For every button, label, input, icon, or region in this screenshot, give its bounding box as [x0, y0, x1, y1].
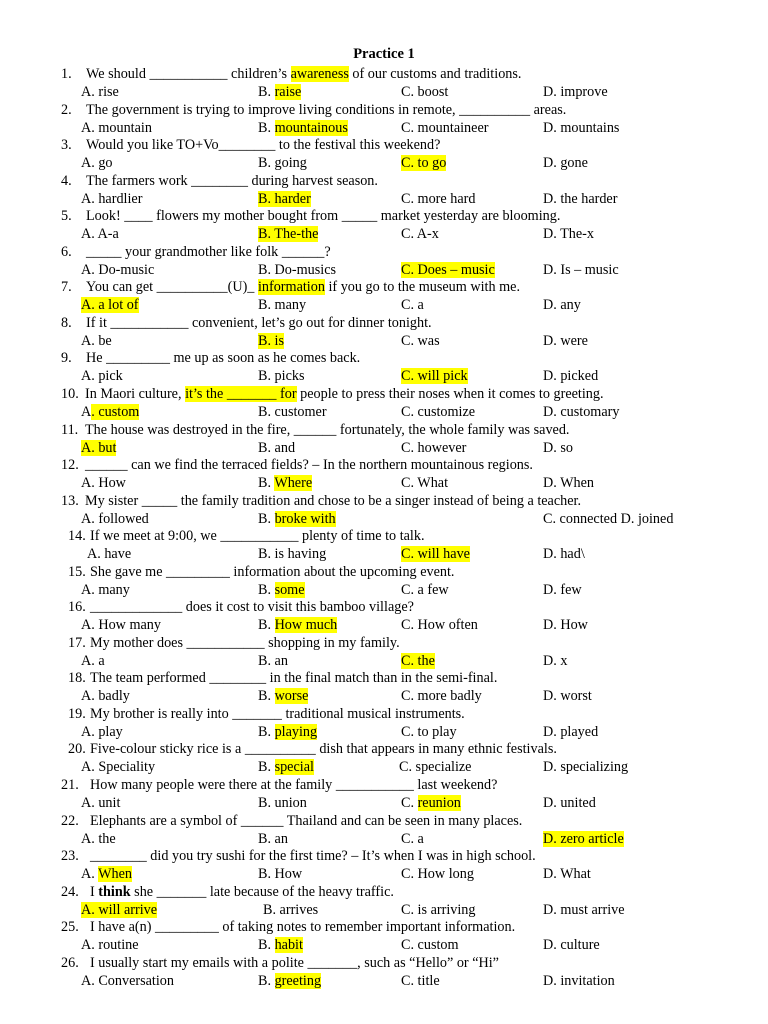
highlighted-answer: some [274, 581, 305, 598]
answer-option-d[interactable]: D. Is – music [543, 261, 619, 278]
question-text: The farmers work ________ during harvest season. [86, 172, 378, 189]
highlighted-answer: A. a lot of [81, 297, 139, 314]
highlighted-answer: When [98, 866, 132, 883]
answer-option-b[interactable]: B. picks [258, 368, 305, 385]
answer-option-d[interactable]: D. any [543, 297, 581, 314]
question-number: 8. [61, 314, 72, 331]
highlighted-answer: C. to go [401, 155, 447, 172]
question-text: _____________ does it cost to visit this bamboo village? [90, 599, 414, 616]
answer-option-a[interactable] [81, 297, 139, 314]
answer-option-d[interactable]: D. must arrive [543, 901, 625, 918]
answer-option-d[interactable]: D. few [543, 581, 582, 598]
highlighted-answer: C. Does – music [401, 261, 495, 278]
question-number: 16. [68, 599, 86, 616]
question-text: If it ___________ convenient, let’s go out for dinner tonight. [86, 314, 432, 331]
answer-option-c[interactable] [401, 653, 435, 670]
answer-option-b[interactable]: B. many [258, 297, 307, 314]
answer-option-b[interactable]: B. customer [258, 403, 327, 420]
question-number: 5. [61, 208, 72, 225]
answer-option-d[interactable] [543, 831, 624, 848]
answer-option-d[interactable]: D. united [543, 795, 596, 811]
answer-option-d[interactable]: D. customary [543, 403, 620, 420]
answer-option-b[interactable]: B. Do-musics [258, 261, 337, 278]
question-text: ______ can we find the terraced fields? – In the northern mountainous regions. [85, 457, 533, 474]
answer-option-c[interactable]: C. mountaineer [401, 119, 489, 136]
answer-option-a[interactable]: A. many [81, 581, 130, 598]
answer-option-c[interactable]: C. a [401, 830, 424, 847]
answer-option-d[interactable]: D. improve [543, 84, 608, 100]
answer-option-b[interactable]: B. How [258, 866, 303, 883]
answer-option-a[interactable]: A. custom [81, 403, 140, 420]
answer-option-a[interactable]: A. play [81, 723, 123, 740]
answer-option-c[interactable]: C. title [401, 972, 440, 989]
answer-option-d[interactable]: D. How [543, 617, 588, 634]
highlighted-answer: greeting [274, 972, 322, 989]
answer-option-c[interactable]: C. How often [401, 617, 478, 634]
highlighted-answer: B. harder [258, 190, 311, 207]
answer-option-b[interactable]: B. Where [258, 475, 313, 492]
highlighted-answer: mountainous [274, 119, 348, 136]
answer-option-c[interactable] [401, 155, 446, 172]
question-text: The government is trying to improve living conditions in remote, __________ areas. [86, 101, 567, 118]
answer-option-b[interactable]: B. an [258, 830, 288, 847]
highlighted-answer: information [257, 279, 325, 296]
question-text: He _________ me up as soon as he comes back. [86, 350, 361, 367]
answer-option-c[interactable]: C. specialize [399, 759, 472, 776]
highlighted-answer: Where [274, 475, 313, 492]
highlighted-answer: playing [274, 723, 318, 740]
question-number: 14. [68, 528, 86, 545]
highlighted-answer: D. zero article [543, 830, 624, 847]
question-number: 3. [61, 137, 72, 154]
answer-option-b[interactable]: B. going [258, 155, 307, 172]
question-text: My sister _____ the family tradition and chose to be a singer instead of being a teacher. [85, 492, 582, 509]
highlighted-answer: habit [274, 937, 303, 954]
answer-option-c[interactable]: C. What [401, 475, 449, 492]
answer-option-d[interactable]: D. the harder [543, 190, 618, 207]
question-number: 20. [68, 741, 86, 758]
answer-option-a[interactable]: A. go [81, 155, 113, 172]
highlighted-answer: A. will arrive [81, 901, 158, 918]
question-number: 15. [68, 563, 86, 580]
question-text: You can get __________(U)_ information if you go to the museum with me. [86, 279, 520, 296]
answer-option-a[interactable]: A. a [81, 652, 105, 669]
answer-option-b[interactable] [258, 333, 284, 350]
answer-option-d[interactable]: D. were [543, 332, 588, 349]
answer-option-d[interactable]: D. specializing [543, 759, 629, 776]
question-number: 6. [61, 243, 72, 260]
question-text: We should ___________ children’s awareness of our customs and traditions. [86, 66, 522, 82]
question-text: My brother is really into _______ traditional musical instruments. [90, 705, 465, 722]
answer-option-a[interactable] [81, 902, 157, 919]
answer-option-c[interactable]: C. however [401, 439, 467, 456]
answer-option-c[interactable]: C. a few [401, 581, 449, 598]
question-number: 13. [61, 492, 79, 509]
answer-option-d[interactable]: D. culture [543, 937, 600, 954]
question-text: The team performed ________ in the final match than in the semi-final. [90, 670, 498, 687]
answer-option-c[interactable]: C. is arriving [401, 901, 476, 918]
question-text: If we meet at 9:00, we ___________ plenty of time to talk. [90, 528, 425, 545]
question-text: My mother does ___________ shopping in my family. [90, 634, 400, 651]
answer-option-b[interactable]: B. and [258, 439, 296, 456]
answer-option-b[interactable]: B. is having [258, 546, 327, 563]
question-text: I think she _______ late because of the heavy traffic. [90, 883, 394, 900]
answer-option-a[interactable]: A. followed [81, 510, 149, 527]
answer-option-a[interactable]: A. A-a [81, 226, 119, 243]
question-number: 10. [61, 385, 79, 402]
question-text: The house was destroyed in the fire, ______ fortunately, the whole family was saved. [85, 421, 570, 438]
highlighted-answer: . custom [91, 403, 140, 420]
question-number: 9. [61, 350, 72, 367]
question-number: 25. [61, 919, 79, 936]
highlighted-answer: worse [274, 688, 309, 705]
answer-option-a[interactable]: A. Speciality [81, 759, 156, 776]
answer-option-a[interactable]: A. How [81, 475, 126, 492]
question-number: 1. [61, 66, 72, 82]
answer-option-d[interactable]: D. invitation [543, 972, 615, 989]
answer-option-c[interactable]: C. A-x [401, 226, 439, 243]
answer-option-d[interactable]: D. so [543, 439, 573, 456]
question-number: 24. [61, 883, 79, 900]
question-text: Five-colour sticky rice is a __________ dish that appears in many ethnic festivals. [90, 741, 557, 758]
answer-option-c[interactable] [401, 262, 495, 279]
answer-option-c[interactable]: C. to play [401, 723, 457, 740]
highlighted-answer: it’s the _______ for [185, 385, 297, 402]
answer-option-a[interactable]: A. Do-music [81, 261, 155, 278]
highlighted-answer: C. will have [401, 546, 470, 563]
highlighted-answer: C. will pick [401, 368, 468, 385]
answer-option-d[interactable]: D. played [543, 723, 599, 740]
answer-option-a[interactable]: A. have [87, 546, 132, 563]
answer-option-c[interactable]: C. customize [401, 403, 476, 420]
answer-option-a[interactable]: A. be [81, 332, 112, 349]
answer-option-b[interactable]: B. arrives [263, 901, 319, 918]
question-number: 19. [68, 705, 86, 722]
question-text: She gave me _________ information about the upcoming event. [90, 563, 455, 580]
answer-option-b[interactable]: B. raise [258, 84, 302, 100]
answer-option-a[interactable]: A. the [81, 830, 116, 847]
answer-option-c[interactable]: C. custom [401, 937, 459, 954]
answer-option-a[interactable]: A. badly [81, 688, 130, 705]
answer-option-a[interactable]: A. pick [81, 368, 123, 385]
question-number: 2. [61, 101, 72, 118]
highlighted-answer: raise [274, 84, 302, 100]
answer-option-c[interactable]: C. was [401, 332, 440, 349]
question-number: 21. [61, 777, 79, 793]
answer-option-c[interactable]: C. connected D. joined [543, 510, 674, 527]
answer-option-d[interactable]: D. picked [543, 368, 599, 385]
page-title: Practice 1 [353, 46, 415, 62]
answer-option-c[interactable]: C. more hard [401, 190, 476, 207]
answer-option-a[interactable]: A. hardlier [81, 190, 143, 207]
highlighted-answer: C. the [401, 652, 435, 669]
answer-option-b[interactable]: B. some [258, 581, 305, 598]
answer-option-a[interactable]: A. How many [81, 617, 161, 634]
highlighted-answer: B. is [258, 332, 285, 349]
highlighted-answer: special [274, 759, 314, 776]
question-text: In Maori culture, it’s the _______ for people to press their noses when it comes to greeting. [85, 385, 604, 402]
question-text: Would you like TO+Vo________ to the festival this weekend? [86, 137, 441, 154]
highlighted-answer: broke with [274, 510, 336, 527]
answer-option-b[interactable]: B. special [258, 759, 314, 776]
answer-option-b[interactable] [258, 226, 318, 243]
question-number: 7. [61, 279, 72, 296]
highlighted-answer: A. but [81, 439, 117, 456]
highlighted-answer: reunion [417, 795, 461, 811]
answer-option-d[interactable]: D. The-x [543, 226, 594, 243]
question-number: 12. [61, 457, 79, 474]
answer-option-c[interactable] [401, 368, 468, 385]
answer-option-d[interactable]: D. When [543, 475, 594, 492]
highlighted-answer: awareness [290, 66, 349, 82]
answer-option-a[interactable]: A. mountain [81, 119, 152, 136]
answer-option-c[interactable] [401, 546, 470, 563]
question-text: How many people were there at the family ___________ last weekend? [90, 777, 498, 793]
answer-option-b[interactable]: B. greeting [258, 972, 322, 989]
answer-option-c[interactable]: C. reunion [401, 795, 461, 811]
question-text: _____ your grandmother like folk ______? [86, 243, 331, 260]
answer-option-c[interactable]: C. boost [401, 84, 449, 100]
answer-option-b[interactable]: B. habit [258, 937, 303, 954]
answer-option-a[interactable]: A. Conversation [81, 972, 174, 989]
answer-option-a[interactable] [81, 440, 116, 457]
answer-option-b[interactable]: B. How much [258, 617, 338, 634]
answer-option-d[interactable]: D. x [543, 652, 568, 669]
answer-option-a[interactable]: A. routine [81, 937, 139, 954]
answer-option-d[interactable]: D. mountains [543, 119, 620, 136]
answer-option-d[interactable]: D. What [543, 866, 591, 883]
answer-option-d[interactable]: D. worst [543, 688, 592, 705]
answer-option-b[interactable]: B. broke with [258, 510, 336, 527]
answer-option-b[interactable]: B. mountainous [258, 119, 348, 136]
question-number: 17. [68, 634, 86, 651]
answer-option-b[interactable]: B. an [258, 652, 288, 669]
question-number: 4. [61, 172, 72, 189]
answer-option-b[interactable] [258, 191, 311, 208]
answer-option-d[interactable]: D. gone [543, 155, 588, 172]
question-text: Elephants are a symbol of ______ Thailand and can be seen in many places. [90, 812, 523, 829]
answer-option-a[interactable]: A. rise [81, 84, 119, 100]
highlighted-answer: B. The-the [258, 226, 319, 243]
answer-option-b[interactable]: B. playing [258, 723, 318, 740]
question-number: 22. [61, 812, 79, 829]
answer-option-a[interactable]: A. When [81, 866, 132, 883]
question-text: Look! ____ flowers my mother bought from _____ market yesterday are blooming. [86, 208, 561, 225]
answer-option-b[interactable]: B. worse [258, 688, 309, 705]
answer-option-b[interactable]: B. union [258, 795, 307, 811]
question-text: ________ did you try sushi for the first time? – It’s when I was in high school. [90, 848, 536, 865]
question-number: 23. [61, 848, 79, 865]
question-number: 26. [61, 954, 79, 971]
question-text: I usually start my emails with a polite _______, such as “Hello” or “Hi” [90, 954, 499, 971]
highlighted-answer: How much [274, 617, 338, 634]
question-text: I have a(n) _________ of taking notes to remember important information. [90, 919, 516, 936]
answer-option-c[interactable]: C. more badly [401, 688, 482, 705]
bold-word: think [98, 883, 131, 900]
answer-option-a[interactable]: A. unit [81, 795, 121, 811]
answer-option-c[interactable]: C. How long [401, 866, 474, 883]
answer-option-c[interactable]: C. a [401, 297, 424, 314]
question-number: 11. [61, 421, 79, 438]
answer-option-d[interactable]: D. had\ [543, 546, 585, 563]
question-number: 18. [68, 670, 86, 687]
